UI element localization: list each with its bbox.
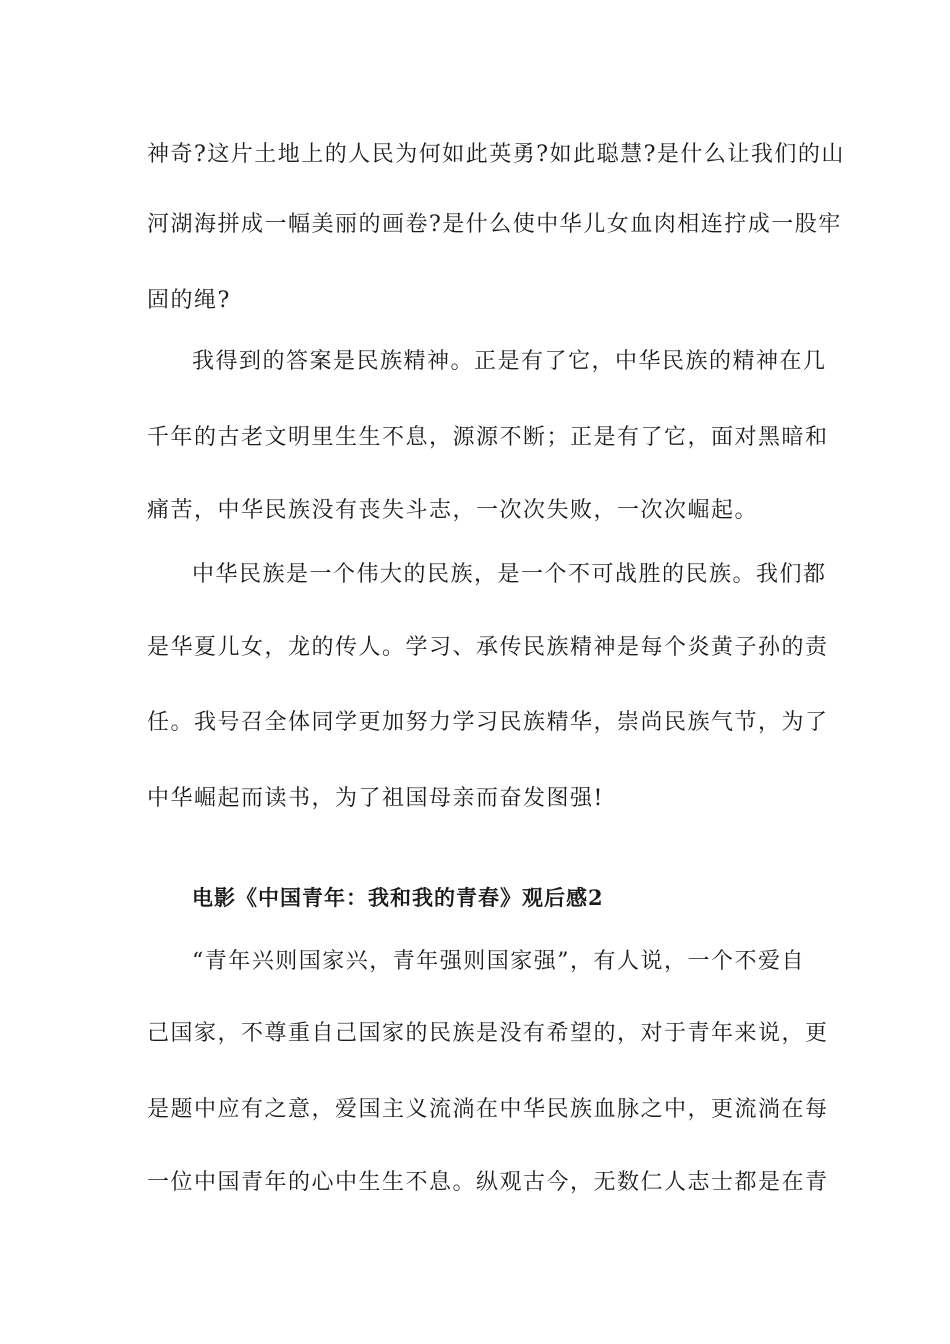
paragraph-line: 痛苦，中华民族没有丧失斗志，一次次失败，一次次崛起。: [147, 498, 759, 523]
paragraph-line: 中华崛起而读书，为了祖国母亲而奋发图强!: [147, 786, 604, 811]
paragraph-line: 中华民族是一个伟大的民族，是一个不可战胜的民族。我们都: [192, 562, 827, 587]
paragraph-line: 河湖海拼成一幅美丽的画卷?是什么使中华儿女血肉相连拧成一股牢: [147, 212, 842, 237]
paragraph-line: 我得到的答案是民族精神。正是有了它，中华民族的精神在几: [192, 349, 827, 374]
paragraph-line: “青年兴则国家兴，青年强则国家强”，有人说，一个不爱自: [192, 949, 805, 974]
section-heading: 电影《中国青年：我和我的青春》观后感2: [192, 885, 604, 910]
paragraph-line: 是华夏儿女，龙的传人。学习、承传民族精神是每个炎黄子孙的责: [147, 635, 829, 660]
paragraph-line: 是题中应有之意，爱国主义流淌在中华民族血脉之中，更流淌在每: [147, 1097, 829, 1122]
paragraph-line: 任。我号召全体同学更加努力学习民族精华，崇尚民族气节，为了: [147, 710, 829, 735]
paragraph-line: 己国家，不尊重自己国家的民族是没有希望的，对于青年来说，更: [147, 1021, 829, 1046]
paragraph-line: 千年的古老文明里生生不息，源源不断；正是有了它，面对黑暗和: [147, 425, 829, 450]
paragraph-line: 固的绳?: [147, 288, 231, 313]
paragraph-line: 一位中国青年的心中生生不息。纵观古今，无数仁人志士都是在青: [147, 1170, 829, 1195]
paragraph-line: 神奇?这片土地上的人民为何如此英勇?如此聪慧?是什么让我们的山: [147, 142, 845, 167]
